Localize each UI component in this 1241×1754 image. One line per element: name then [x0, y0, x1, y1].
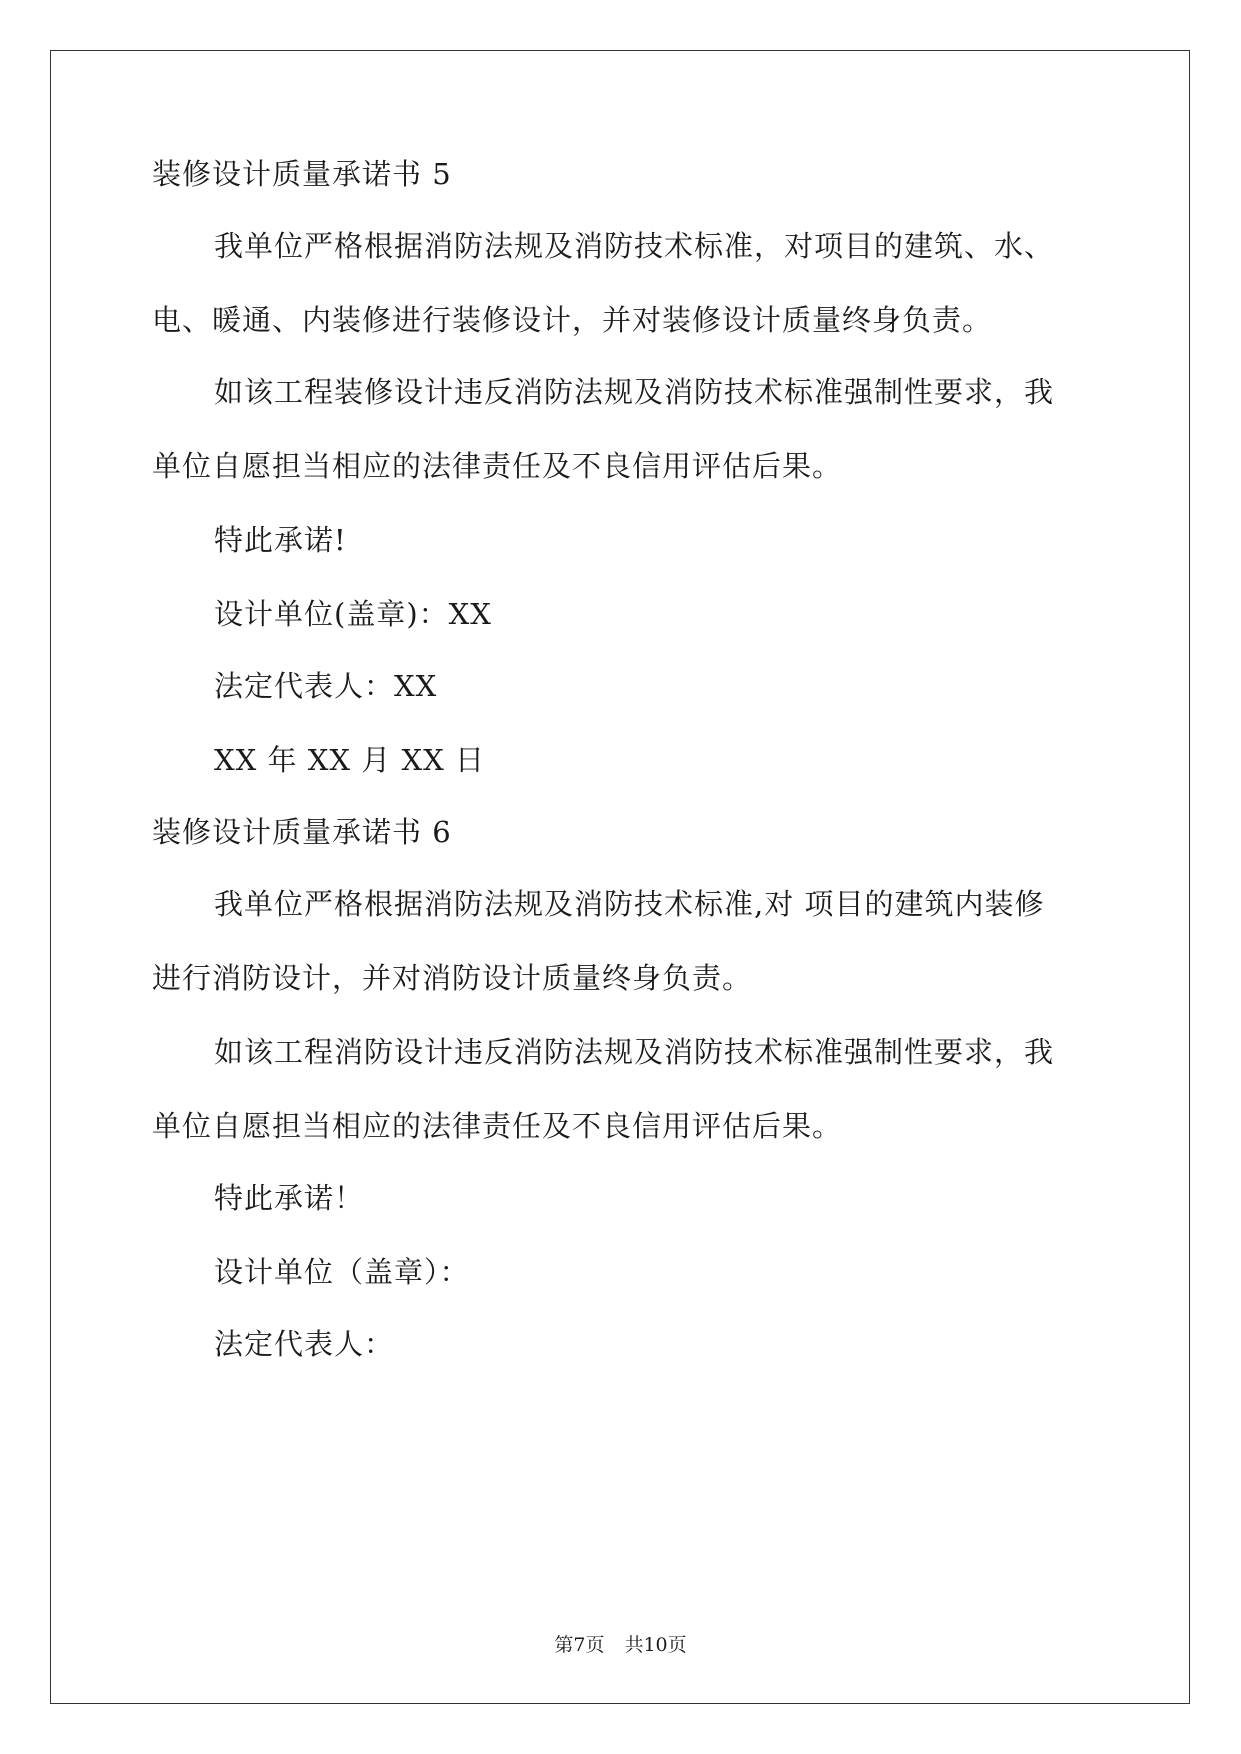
section-5-paragraph-1-line-2: 电、暖通、内装修进行装修设计，并对装修设计质量终身负责。: [152, 303, 993, 337]
section-5-paragraph-2-line-1: 如该工程装修设计违反消防法规及消防技术标准强制性要求，我: [214, 375, 1055, 409]
section-6-design-unit: 设计单位（盖章）：: [214, 1255, 470, 1289]
section-5-paragraph-1-line-1: 我单位严格根据消防法规及消防技术标准，对项目的建筑、水、: [214, 229, 1055, 263]
page-frame: [50, 50, 1190, 1704]
section-5-legal-representative: 法定代表人：XX: [214, 669, 438, 703]
page-footer: [0, 1633, 1241, 1657]
section-6-paragraph-2-line-1: 如该工程消防设计违反消防法规及消防技术标准强制性要求，我: [214, 1035, 1055, 1069]
section-5-paragraph-2-line-2: 单位自愿担当相应的法律责任及不良信用评估后果。: [152, 449, 843, 483]
page-number-current: 第7页: [554, 1634, 605, 1656]
section-5-pledge: 特此承诺!: [214, 523, 347, 557]
section-5-heading: 装修设计质量承诺书 5: [152, 157, 452, 191]
page-number-total: 共10页: [624, 1634, 687, 1656]
section-6-pledge: 特此承诺！: [214, 1181, 365, 1215]
section-5-design-unit: 设计单位(盖章)：XX: [214, 597, 492, 631]
section-5-date: XX 年 XX 月 XX 日: [214, 743, 485, 777]
section-6-paragraph-1-line-1: 我单位严格根据消防法规及消防技术标准,对 项目的建筑内装修: [214, 887, 1045, 921]
section-6-paragraph-1-line-2: 进行消防设计，并对消防设计质量终身负责。: [152, 961, 753, 995]
section-6-heading: 装修设计质量承诺书 6: [152, 815, 452, 849]
section-6-legal-representative: 法定代表人：: [214, 1327, 395, 1361]
section-6-paragraph-2-line-2: 单位自愿担当相应的法律责任及不良信用评估后果。: [152, 1109, 843, 1143]
